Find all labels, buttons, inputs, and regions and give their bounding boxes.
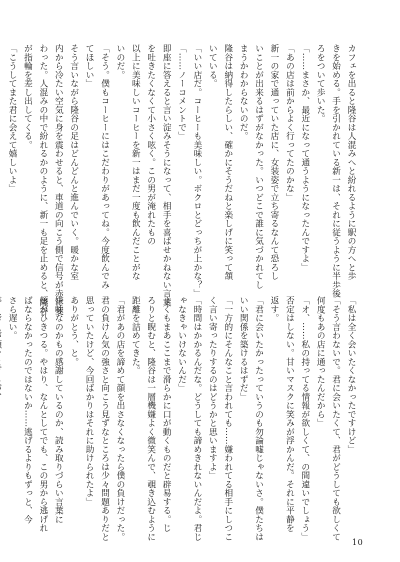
text-line: わった。人混みの中で紛れるかのように、新一も足を止めると、隆谷 bbox=[37, 44, 48, 316]
text-line: ありがとう、と。 bbox=[68, 296, 79, 366]
text-line: いことが出来るはずがなかった。いつどこで誰に気づかれてし bbox=[253, 44, 264, 289]
text-line: ろりと睨むと、隆谷は一層機嫌よく微笑んで、覗き込むように bbox=[145, 296, 156, 541]
text-line: 以上に美味しいコーヒーを新一はまだ一度も飲んだことがな bbox=[130, 44, 141, 281]
text-line: 「一方的にそんなこと言われても……嫌われてる相手にしつこ bbox=[222, 296, 233, 541]
text-line: 「オ、……私の持ってる情報が欲しくて、の間違いでしょう」 bbox=[299, 296, 310, 541]
text-line: 「そう。僕もコーヒーにはこだわりがあってね。今度飲んでみ bbox=[99, 44, 110, 289]
text-line: さら遅い。 bbox=[7, 296, 18, 340]
text-line: 「いい店だ。コーヒーも美味しい。ボクロとどっちが上かな？」 bbox=[191, 44, 202, 298]
text-line: きを始める。手を引かれている新一は、それに従うように半歩後 bbox=[330, 44, 341, 298]
text-line: てほしい」 bbox=[84, 44, 95, 88]
lower-text-column bbox=[7, 296, 358, 541]
text-line: ろをついて歩いた。 bbox=[315, 44, 326, 123]
text-line: 「君に会いたかったっていうのも勿論嘘じゃないさ。僕たちは bbox=[253, 296, 264, 541]
text-line: 「……ノーコメントで」 bbox=[176, 44, 187, 141]
text-line: カフェを出ると隆谷は人混みへと紛れるように駅の方へと歩 bbox=[346, 44, 356, 281]
text-line: いい関係を築けるはずだ」 bbox=[238, 296, 249, 401]
text-line: いのだ。 bbox=[114, 44, 125, 79]
text-line: 何度もあの店に通ったんだから」 bbox=[315, 296, 326, 428]
text-line: 嫌味なのかもの感謝しているのか、読み取りづらい言葉に bbox=[53, 296, 64, 524]
text-line: を吐きたくなくて小さく呟く。この男が淹れたもの bbox=[145, 44, 156, 246]
text-line: 即座に答えると言い淀みそうになって、相手を喜ばせかねない言葉 bbox=[161, 44, 172, 307]
text-line: そう言いながら隆谷の足はどんどんと進んでいく。暖かな室 bbox=[68, 44, 79, 281]
page-number: 10 bbox=[352, 538, 364, 547]
text-line: く言い寄ったりするのはどうかと思いますよ」 bbox=[207, 296, 218, 480]
text-line: 「君があの店を諦めて顔を出さなくなったら僕の負けだった。 bbox=[114, 296, 125, 541]
text-line: 距離を詰めてきた。 bbox=[130, 296, 141, 375]
text-line: まうかわからないのだ。 bbox=[238, 44, 249, 141]
text-line: 「あの店は前からよく行ってたのかな」 bbox=[284, 44, 295, 202]
text-line: 「こうしてまた君に会えて嬉しいよ」 bbox=[7, 44, 18, 193]
text-line: 新一の家で通っていた店に、女装姿で立ち寄るなんて恐ろし bbox=[268, 44, 279, 281]
text-line: 君の負けん気の強さと向こう見ずなところは少々問題ありだと bbox=[99, 296, 110, 541]
text-line: 否定はしない。甘いマスクに笑みが浮かんだ。それに平静を bbox=[284, 296, 295, 533]
text-line: 「……まさか、最近になって通うようになったんですよ」 bbox=[299, 44, 310, 272]
text-line: 「時間はかかるんだな。どうしても諦めきれないんだよ。君じ bbox=[191, 296, 202, 541]
text-line: ばならなかったのではないか……逃げるよりもずっと、今 bbox=[22, 296, 33, 524]
text-line: 隆谷は納得したらしい、確かにそうだねと楽しげに笑って頷 bbox=[222, 44, 233, 281]
text-line: ゃなきゃいけないんだ」 bbox=[176, 296, 187, 393]
text-line: が指輪を差し出してくる。 bbox=[22, 44, 33, 149]
text-line: 「そう言わないで。君に会いたくて、君がどうしても欲しくて bbox=[330, 296, 341, 541]
text-line: 思っていたけど、今回ばかりはそれに助けられたよ」 bbox=[84, 296, 95, 506]
text-line: いている。 bbox=[207, 44, 218, 88]
text-line bbox=[0, 296, 4, 521]
text-line: 「私は全く会いたくなかったですけど」 bbox=[346, 296, 356, 454]
text-line: 内から冷たい空気に身を震わせると、車道の向こう側で信号が赤に変 bbox=[53, 44, 64, 316]
text-line: よくもまあここまで滑らかに口が動くものだと辟易する。じ bbox=[161, 296, 172, 533]
text-line: 返す。 bbox=[268, 296, 279, 323]
text-line: 頬がひきつる。やはり、なんとしてでも、この男から逃げれ bbox=[37, 296, 48, 533]
